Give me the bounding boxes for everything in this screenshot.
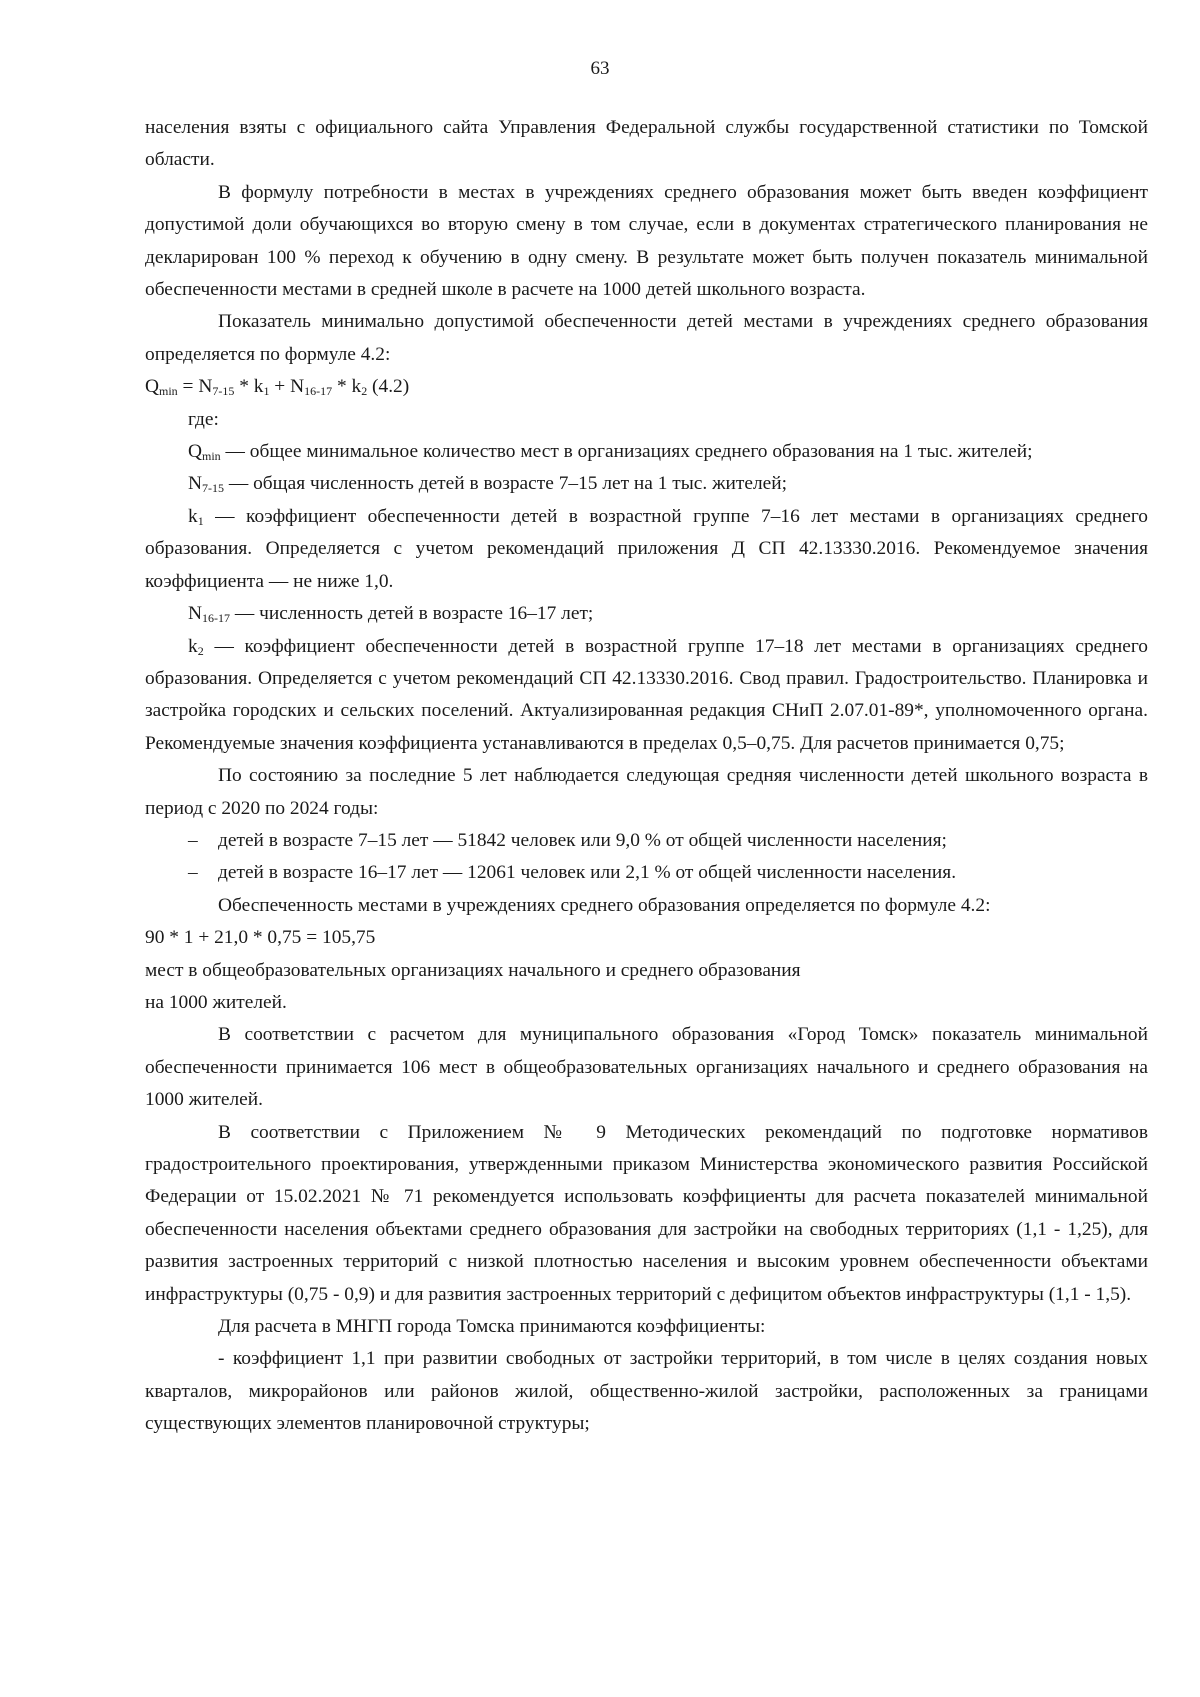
page-number: 63 [590,58,610,79]
definition-k2: $k_2$ — коэффициент обеспеченности детей в возрастной группе 17–18 лет местами в организациях среднего образования. Определяется с учетом рекомендаций СП 42.13330.2016. Свод правил. Градостроительство. Планировка и застройка городских и сельских поселений. Актуализированная редакция СНиП 2.07.01-89*, уполномоченного органа. Рекомендуемые значения коэффициента устанавливаются в пределах 0,5–0,75. Для расчетов принимается 0,75; [145,635,1148,754]
document-body [145,112,1148,1441]
paragraph: По состоянию за последние 5 лет наблюдается следующая средняя численности детей школьного возраста в период с 2020 по 2024 годы: [145,765,1148,819]
paragraph: В соответствии с Приложением № 9 Методических рекомендаций по подготовке нормативов градостроительного проектирования, утвержденными приказом Министерства экономического развития Российской Федерации от 15.02.2021 № 71 рекомендуется использовать коэффициенты для расчета показателей минимальной обеспеченности населения объектами среднего образования для застройки на свободных территориях (1,1 - 1,25), для развития застроенных территорий с низкой плотностью населения и высоким уровнем обеспеченности объектами инфраструктуры (0,75 - 0,9) и для развития застроенных территорий с дефицитом объектов инфраструктуры (1,1 - 1,5). [145,1121,1148,1305]
paragraph: Для расчета в МНГП города Томска принимаются коэффициенты: [218,1316,766,1338]
calculation-caption: мест в общеобразовательных организациях начального и среднего образования [145,959,801,981]
definition-n7-15: $N_{7-15}$ — общая численность детей в возрасте 7–15 лет на 1 тыс. жителей; [188,473,788,496]
where-label: где: [188,408,219,430]
paragraph: - коэффициент 1,1 при развитии свободных от застройки территорий, в том числе в целях создания новых кварталов, микрорайонов или районов жилой, общественно-жилой застройки, расположенных за границами существующих элементов планировочной структуры; [145,1348,1148,1435]
paragraph: В соответствии с расчетом для муниципального образования «Город Томск» показатель минимальной обеспеченности принимается 106 мест в общеобразовательных организациях начального и среднего образования на 1000 жителей. [145,1024,1148,1111]
calculation: 90 * 1 + 21,0 * 0,75 = 105,75 [145,927,376,949]
paragraph: В формулу потребности в местах в учреждениях среднего образования может быть введен коэффициент допустимой доли обучающихся во вторую смену в том случае, если в документах стратегического планирования не декларирован 100 % переход к обучению в одну смену. В результате может быть получен показатель минимальной обеспеченности местами в средней школе в расчете на 1000 детей школьного возраста. [145,181,1148,301]
formula-4-2: $Q_{min} = N_{7-15} * k_1 + N_{16-17} * k_2$ (4.2) [145,376,410,399]
list-item: – детей в возрасте 7–15 лет — 51842 человек или 9,0 % от общей численности населения; [188,829,947,851]
definition-qmin: $Q_{min}$ — общее минимальное количество мест в организациях среднего образования на 1 тыс. жителей; [188,441,1033,464]
definition-k1: $k_1$ — коэффициент обеспеченности детей в возрастной группе 7–16 лет местами в организациях среднего образования. Определяется с учетом рекомендаций приложения Д СП 42.13330.2016. Рекомендуемое значения коэффициента — не ниже 1,0. [145,505,1148,592]
paragraph: Обеспеченность местами в учреждениях среднего образования определяется по формуле 4.2: [218,894,991,916]
paragraph: населения взяты с официального сайта Управления Федеральной службы государственной статистики по Томской области. [145,117,1148,171]
calculation-caption: на 1000 жителей. [145,991,287,1013]
list-item: – детей в возрасте 16–17 лет — 12061 человек или 2,1 % от общей численности населения. [188,862,957,884]
definition-n16-17: $N_{16-17}$ — численность детей в возрасте 16–17 лет; [188,603,594,626]
paragraph: Показатель минимально допустимой обеспеченности детей местами в учреждениях среднего образования определяется по формуле 4.2: [145,311,1148,365]
